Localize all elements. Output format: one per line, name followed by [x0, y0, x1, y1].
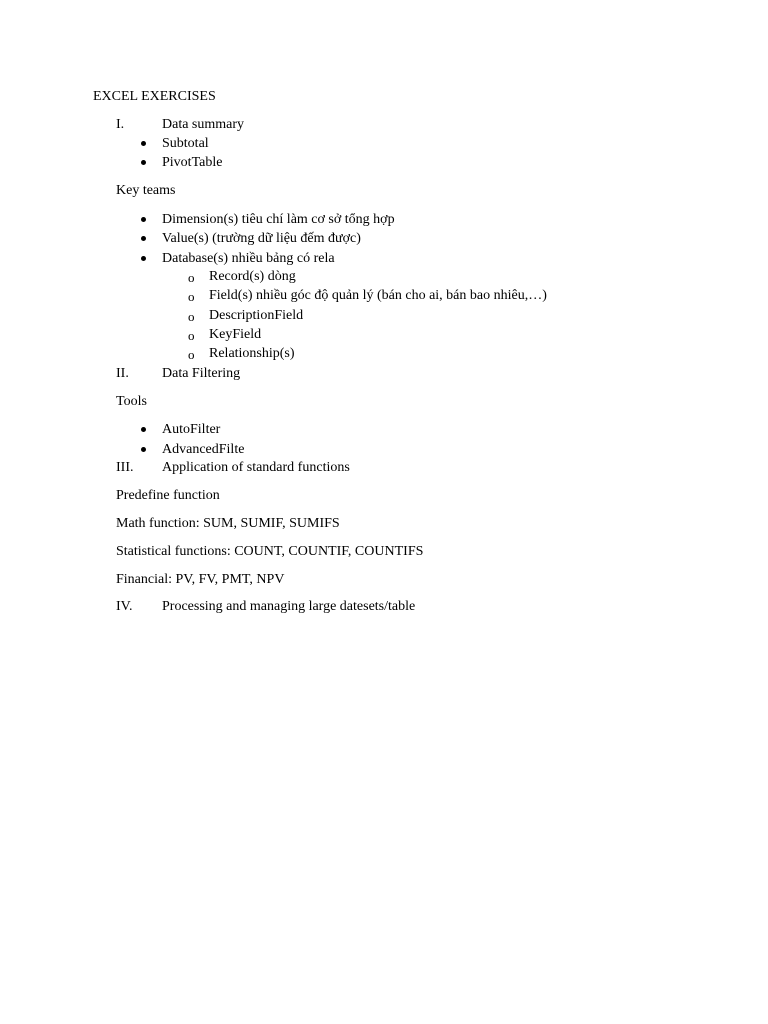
bullet-icon: [141, 256, 146, 261]
sub-list-item: Field(s) nhiều góc độ quản lý (bán cho ai, bán bao nhiêu,…): [209, 288, 547, 303]
statistical-functions-text: Statistical functions: COUNT, COUNTIF, COUNTIFS: [116, 544, 424, 559]
section-1-title: Data summary: [162, 117, 245, 132]
list-item: Subtotal: [162, 136, 209, 151]
section-4-title: Processing and managing large datesets/table: [162, 599, 416, 614]
bullet-icon: [141, 160, 146, 165]
circle-bullet-icon: o: [188, 289, 195, 304]
sub-list-item: KeyField: [209, 327, 262, 342]
math-function-text: Math function: SUM, SUMIF, SUMIFS: [116, 516, 340, 531]
circle-bullet-icon: o: [188, 328, 195, 343]
circle-bullet-icon: o: [188, 347, 195, 362]
tools-heading: Tools: [116, 394, 147, 409]
list-item: AdvancedFilte: [162, 442, 245, 457]
key-teams-heading: Key teams: [116, 183, 176, 198]
section-3-number: III.: [116, 460, 134, 475]
document-title: EXCEL EXERCISES: [93, 89, 216, 104]
circle-bullet-icon: o: [188, 270, 195, 285]
list-item: Value(s) (trường dữ liệu đếm được): [162, 231, 361, 246]
list-item: AutoFilter: [162, 422, 221, 437]
sub-list-item: Record(s) dòng: [209, 269, 296, 284]
list-item: Database(s) nhiều bảng có rela: [162, 251, 335, 266]
predefine-heading: Predefine function: [116, 488, 220, 503]
section-3-title: Application of standard functions: [162, 460, 350, 475]
bullet-icon: [141, 447, 146, 452]
sub-list-item: Relationship(s): [209, 346, 295, 361]
section-4-number: IV.: [116, 599, 133, 614]
circle-bullet-icon: o: [188, 309, 195, 324]
sub-list-item: DescriptionField: [209, 308, 304, 323]
bullet-icon: [141, 236, 146, 241]
section-1-number: I.: [116, 117, 125, 132]
bullet-icon: [141, 217, 146, 222]
bullet-icon: [141, 427, 146, 432]
list-item: Dimension(s) tiêu chí làm cơ sở tổng hợp: [162, 212, 395, 227]
section-2-title: Data Filtering: [162, 366, 241, 381]
list-item: PivotTable: [162, 155, 223, 170]
section-2-number: II.: [116, 366, 129, 381]
financial-text: Financial: PV, FV, PMT, NPV: [116, 572, 285, 587]
bullet-icon: [141, 141, 146, 146]
